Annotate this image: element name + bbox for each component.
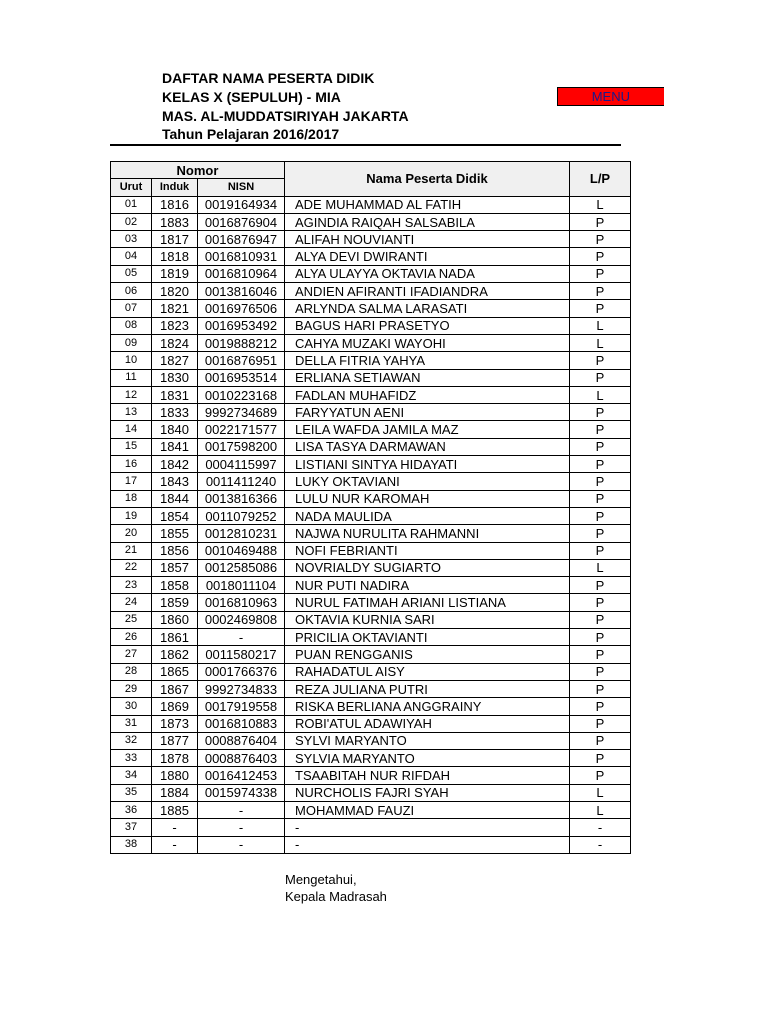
title-divider <box>110 144 621 146</box>
cell-nisn: 0015974338 <box>198 784 285 801</box>
cell-lp: P <box>570 629 631 646</box>
cell-urut: 05 <box>111 265 152 282</box>
cell-nama: ERLIANA SETIAWAN <box>285 369 570 386</box>
table-row <box>111 507 631 524</box>
table-row <box>111 663 631 680</box>
table-row <box>111 456 631 473</box>
table-row <box>111 334 631 351</box>
cell-urut: 21 <box>111 542 152 559</box>
cell-urut: 07 <box>111 300 152 317</box>
cell-nisn: 0016810883 <box>198 715 285 732</box>
cell-induk: 1824 <box>152 334 198 351</box>
cell-nama: ROBI'ATUL ADAWIYAH <box>285 715 570 732</box>
acknowledgement-label: Mengetahui, <box>285 872 357 887</box>
cell-urut: 31 <box>111 715 152 732</box>
cell-induk: 1861 <box>152 629 198 646</box>
cell-nama: TSAABITAH NUR RIFDAH <box>285 767 570 784</box>
cell-nama: NUR PUTI NADIRA <box>285 577 570 594</box>
table-row <box>111 801 631 818</box>
cell-nisn: 0017919558 <box>198 698 285 715</box>
cell-nama: ALYA ULAYYA OKTAVIA NADA <box>285 265 570 282</box>
cell-lp: L <box>570 784 631 801</box>
cell-nisn: 0018011104 <box>198 577 285 594</box>
cell-lp: P <box>570 490 631 507</box>
cell-induk: 1831 <box>152 386 198 403</box>
cell-nama: REZA JULIANA PUTRI <box>285 680 570 697</box>
cell-lp: P <box>570 594 631 611</box>
table-row <box>111 525 631 542</box>
cell-lp: L <box>570 196 631 213</box>
cell-lp: P <box>570 646 631 663</box>
cell-induk: 1816 <box>152 196 198 213</box>
cell-induk: 1880 <box>152 767 198 784</box>
cell-urut: 10 <box>111 352 152 369</box>
cell-nisn: 0017598200 <box>198 438 285 455</box>
cell-lp: P <box>570 767 631 784</box>
table-row <box>111 265 631 282</box>
cell-nama: RAHADATUL AISY <box>285 663 570 680</box>
table-row <box>111 680 631 697</box>
cell-induk: 1818 <box>152 248 198 265</box>
table-row <box>111 386 631 403</box>
cell-induk: 1843 <box>152 473 198 490</box>
cell-nama: ANDIEN AFIRANTI IFADIANDRA <box>285 283 570 300</box>
table-row <box>111 300 631 317</box>
cell-induk: 1858 <box>152 577 198 594</box>
cell-urut: 30 <box>111 698 152 715</box>
cell-induk: 1857 <box>152 559 198 576</box>
table-row <box>111 473 631 490</box>
cell-urut: 26 <box>111 629 152 646</box>
cell-urut: 17 <box>111 473 152 490</box>
cell-induk: 1873 <box>152 715 198 732</box>
cell-induk: 1883 <box>152 213 198 230</box>
cell-induk: 1862 <box>152 646 198 663</box>
cell-induk: 1869 <box>152 698 198 715</box>
cell-lp: P <box>570 663 631 680</box>
cell-lp: P <box>570 611 631 628</box>
cell-urut: 28 <box>111 663 152 680</box>
cell-nisn: 0022171577 <box>198 421 285 438</box>
cell-nisn: - <box>198 819 285 836</box>
table-row <box>111 784 631 801</box>
cell-urut: 33 <box>111 750 152 767</box>
cell-nisn: 0019164934 <box>198 196 285 213</box>
cell-lp: L <box>570 317 631 334</box>
cell-induk: 1859 <box>152 594 198 611</box>
cell-urut: 24 <box>111 594 152 611</box>
cell-nama: LISA TASYA DARMAWAN <box>285 438 570 455</box>
cell-lp: P <box>570 577 631 594</box>
header-nama: Nama Peserta Didik <box>285 162 570 197</box>
cell-urut: 04 <box>111 248 152 265</box>
cell-nisn: 0012810231 <box>198 525 285 542</box>
cell-lp: P <box>570 213 631 230</box>
cell-nisn: 0002469808 <box>198 611 285 628</box>
cell-nama: NURUL FATIMAH ARIANI LISTIANA <box>285 594 570 611</box>
cell-urut: 15 <box>111 438 152 455</box>
cell-urut: 36 <box>111 801 152 818</box>
cell-urut: 23 <box>111 577 152 594</box>
cell-nisn: - <box>198 836 285 853</box>
table-row <box>111 438 631 455</box>
cell-urut: 38 <box>111 836 152 853</box>
cell-urut: 12 <box>111 386 152 403</box>
cell-lp: P <box>570 507 631 524</box>
cell-nisn: - <box>198 801 285 818</box>
cell-lp: P <box>570 421 631 438</box>
header-induk: Induk <box>152 179 198 196</box>
cell-lp: P <box>570 473 631 490</box>
cell-urut: 16 <box>111 456 152 473</box>
table-row <box>111 421 631 438</box>
student-table <box>110 161 631 854</box>
cell-nisn: 0013816046 <box>198 283 285 300</box>
cell-nama: ARLYNDA SALMA LARASATI <box>285 300 570 317</box>
cell-nama: PUAN RENGGANIS <box>285 646 570 663</box>
table-row <box>111 490 631 507</box>
cell-nisn: 0011411240 <box>198 473 285 490</box>
cell-nisn: 0016810963 <box>198 594 285 611</box>
header-nomor: Nomor <box>111 162 285 179</box>
cell-induk: 1821 <box>152 300 198 317</box>
cell-induk: 1884 <box>152 784 198 801</box>
table-row <box>111 369 631 386</box>
cell-nama: - <box>285 836 570 853</box>
cell-nama: LISTIANI SINTYA HIDAYATI <box>285 456 570 473</box>
cell-induk: 1817 <box>152 231 198 248</box>
cell-lp: P <box>570 715 631 732</box>
cell-nisn: 0008876404 <box>198 732 285 749</box>
cell-lp: - <box>570 819 631 836</box>
header-urut: Urut <box>111 179 152 196</box>
table-row <box>111 698 631 715</box>
cell-lp: P <box>570 542 631 559</box>
cell-lp: - <box>570 836 631 853</box>
table-row <box>111 715 631 732</box>
cell-nisn: 9992734689 <box>198 404 285 421</box>
cell-lp: P <box>570 283 631 300</box>
cell-urut: 06 <box>111 283 152 300</box>
table-row <box>111 767 631 784</box>
cell-lp: P <box>570 698 631 715</box>
cell-induk: 1823 <box>152 317 198 334</box>
cell-nisn: 0010469488 <box>198 542 285 559</box>
table-row <box>111 577 631 594</box>
cell-urut: 03 <box>111 231 152 248</box>
cell-lp: L <box>570 801 631 818</box>
cell-induk: 1840 <box>152 421 198 438</box>
cell-nama: FADLAN MUHAFIDZ <box>285 386 570 403</box>
cell-nama: RISKA BERLIANA ANGGRAINY <box>285 698 570 715</box>
cell-urut: 13 <box>111 404 152 421</box>
cell-lp: P <box>570 404 631 421</box>
table-row <box>111 646 631 663</box>
cell-nama: NURCHOLIS FAJRI SYAH <box>285 784 570 801</box>
cell-induk: 1830 <box>152 369 198 386</box>
cell-nisn: 0016810964 <box>198 265 285 282</box>
cell-nama: LULU NUR KAROMAH <box>285 490 570 507</box>
cell-lp: P <box>570 732 631 749</box>
cell-nama: MOHAMMAD FAUZI <box>285 801 570 818</box>
cell-nama: LUKY OKTAVIANI <box>285 473 570 490</box>
cell-nisn: 0012585086 <box>198 559 285 576</box>
cell-nama: DELLA FITRIA YAHYA <box>285 352 570 369</box>
cell-nisn: 0013816366 <box>198 490 285 507</box>
cell-nisn: 0016953492 <box>198 317 285 334</box>
table-row <box>111 732 631 749</box>
cell-nama: NOFI FEBRIANTI <box>285 542 570 559</box>
cell-urut: 32 <box>111 732 152 749</box>
cell-lp: P <box>570 456 631 473</box>
header-nisn: NISN <box>198 179 285 196</box>
cell-nisn: 0016876904 <box>198 213 285 230</box>
cell-lp: P <box>570 750 631 767</box>
cell-nisn: 0004115997 <box>198 456 285 473</box>
table-row <box>111 750 631 767</box>
cell-induk: 1827 <box>152 352 198 369</box>
cell-nisn: 0001766376 <box>198 663 285 680</box>
table-row <box>111 819 631 836</box>
school-year: Tahun Pelajaran 2016/2017 <box>162 126 340 142</box>
cell-nama: NOVRIALDY SUGIARTO <box>285 559 570 576</box>
cell-nisn: - <box>198 629 285 646</box>
table-row <box>111 629 631 646</box>
menu-button[interactable]: MENU <box>557 87 664 106</box>
school-name: MAS. AL-MUDDATSIRIYAH JAKARTA <box>162 108 409 124</box>
cell-lp: P <box>570 438 631 455</box>
table-row <box>111 283 631 300</box>
table-row <box>111 352 631 369</box>
cell-nisn: 0016976506 <box>198 300 285 317</box>
cell-lp: P <box>570 248 631 265</box>
cell-induk: - <box>152 836 198 853</box>
cell-urut: 11 <box>111 369 152 386</box>
cell-nisn: 0019888212 <box>198 334 285 351</box>
cell-urut: 22 <box>111 559 152 576</box>
cell-nama: - <box>285 819 570 836</box>
cell-nama: NAJWA NURULITA RAHMANNI <box>285 525 570 542</box>
principal-title: Kepala Madrasah <box>285 889 387 904</box>
cell-urut: 19 <box>111 507 152 524</box>
cell-urut: 20 <box>111 525 152 542</box>
cell-nama: ALYA DEVI DWIRANTI <box>285 248 570 265</box>
cell-nisn: 0011079252 <box>198 507 285 524</box>
table-row <box>111 213 631 230</box>
cell-nama: ALIFAH NOUVIANTI <box>285 231 570 248</box>
cell-urut: 29 <box>111 680 152 697</box>
cell-induk: 1867 <box>152 680 198 697</box>
cell-urut: 02 <box>111 213 152 230</box>
cell-nisn: 0011580217 <box>198 646 285 663</box>
cell-lp: P <box>570 680 631 697</box>
cell-lp: L <box>570 559 631 576</box>
cell-nama: BAGUS HARI PRASETYO <box>285 317 570 334</box>
table-row <box>111 404 631 421</box>
cell-induk: 1820 <box>152 283 198 300</box>
cell-nama: SYLVI MARYANTO <box>285 732 570 749</box>
cell-induk: 1842 <box>152 456 198 473</box>
cell-induk: 1860 <box>152 611 198 628</box>
cell-nama: PRICILIA OKTAVIANTI <box>285 629 570 646</box>
cell-lp: L <box>570 386 631 403</box>
cell-nisn: 9992734833 <box>198 680 285 697</box>
cell-nisn: 0010223168 <box>198 386 285 403</box>
cell-nama: AGINDIA RAIQAH SALSABILA <box>285 213 570 230</box>
cell-induk: 1854 <box>152 507 198 524</box>
cell-nisn: 0016412453 <box>198 767 285 784</box>
cell-nama: NADA MAULIDA <box>285 507 570 524</box>
cell-nama: LEILA WAFDA JAMILA MAZ <box>285 421 570 438</box>
cell-lp: P <box>570 369 631 386</box>
cell-induk: 1841 <box>152 438 198 455</box>
cell-nisn: 0016810931 <box>198 248 285 265</box>
cell-induk: - <box>152 819 198 836</box>
cell-induk: 1877 <box>152 732 198 749</box>
cell-urut: 35 <box>111 784 152 801</box>
header-lp: L/P <box>570 162 631 197</box>
table-row <box>111 542 631 559</box>
cell-nisn: 0008876403 <box>198 750 285 767</box>
cell-nama: OKTAVIA KURNIA SARI <box>285 611 570 628</box>
table-row <box>111 594 631 611</box>
cell-urut: 18 <box>111 490 152 507</box>
table-row <box>111 196 631 213</box>
cell-induk: 1833 <box>152 404 198 421</box>
cell-lp: P <box>570 300 631 317</box>
class-title: KELAS X (SEPULUH) - MIA <box>162 89 341 105</box>
cell-urut: 01 <box>111 196 152 213</box>
cell-urut: 25 <box>111 611 152 628</box>
table-row <box>111 248 631 265</box>
table-row <box>111 559 631 576</box>
table-row <box>111 317 631 334</box>
cell-urut: 34 <box>111 767 152 784</box>
table-row <box>111 611 631 628</box>
cell-induk: 1865 <box>152 663 198 680</box>
cell-nisn: 0016876947 <box>198 231 285 248</box>
cell-lp: P <box>570 525 631 542</box>
cell-urut: 37 <box>111 819 152 836</box>
cell-induk: 1844 <box>152 490 198 507</box>
table-row <box>111 836 631 853</box>
cell-urut: 08 <box>111 317 152 334</box>
cell-induk: 1855 <box>152 525 198 542</box>
cell-nisn: 0016876951 <box>198 352 285 369</box>
cell-induk: 1856 <box>152 542 198 559</box>
cell-lp: L <box>570 334 631 351</box>
student-table-body <box>111 196 631 853</box>
cell-induk: 1885 <box>152 801 198 818</box>
table-row <box>111 231 631 248</box>
cell-lp: P <box>570 265 631 282</box>
cell-nama: SYLVIA MARYANTO <box>285 750 570 767</box>
cell-nama: CAHYA MUZAKI WAYOHI <box>285 334 570 351</box>
cell-lp: P <box>570 352 631 369</box>
cell-nama: ADE MUHAMMAD AL FATIH <box>285 196 570 213</box>
cell-nama: FARYYATUN AENI <box>285 404 570 421</box>
cell-urut: 14 <box>111 421 152 438</box>
cell-induk: 1878 <box>152 750 198 767</box>
doc-title: DAFTAR NAMA PESERTA DIDIK <box>162 70 375 86</box>
cell-nisn: 0016953514 <box>198 369 285 386</box>
cell-urut: 27 <box>111 646 152 663</box>
cell-induk: 1819 <box>152 265 198 282</box>
cell-urut: 09 <box>111 334 152 351</box>
cell-lp: P <box>570 231 631 248</box>
